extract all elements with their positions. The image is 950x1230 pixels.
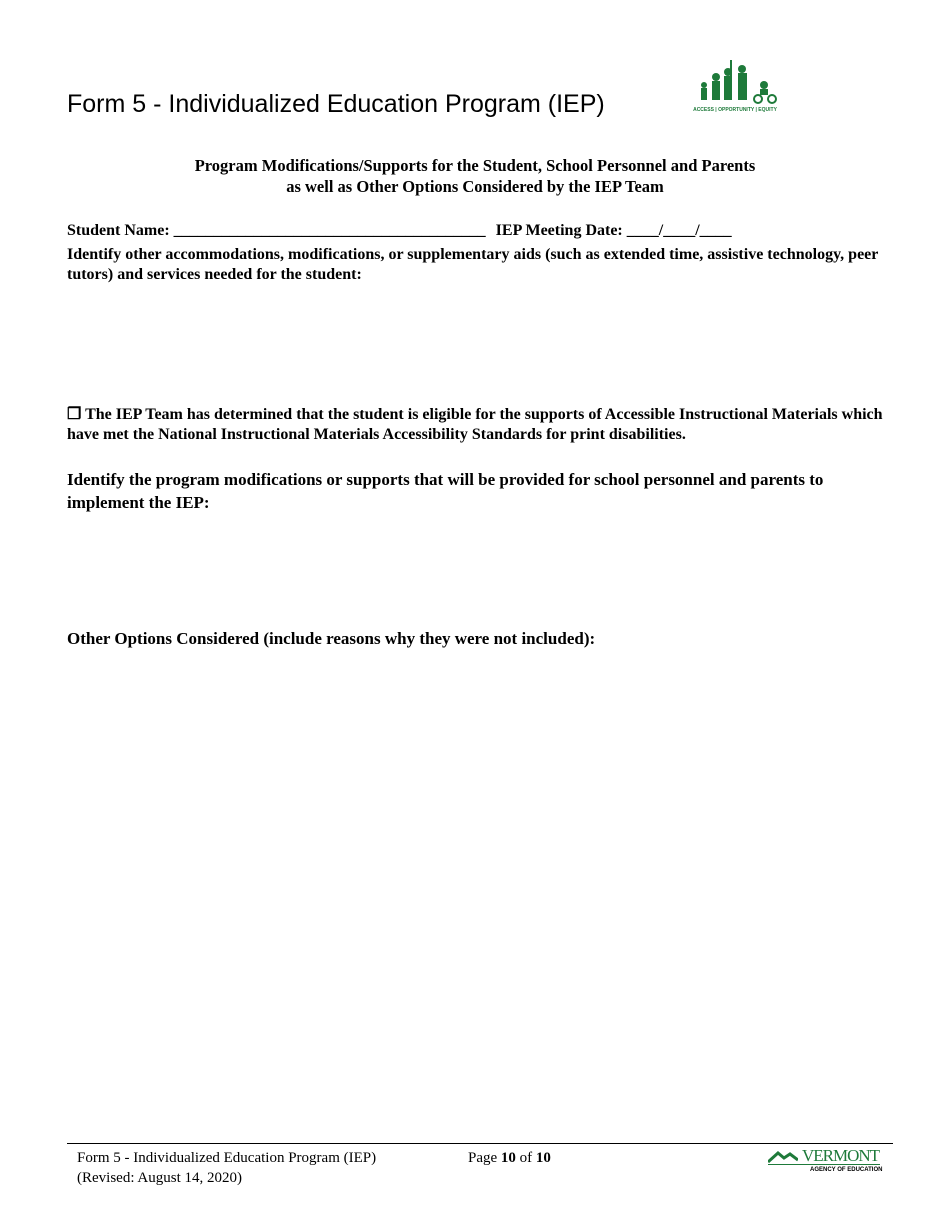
page-title: Form 5 - Individualized Education Program (IEP) bbox=[67, 90, 605, 118]
student-name-field[interactable]: _______________________________________ bbox=[173, 222, 486, 239]
student-name-label: Student Name: bbox=[67, 222, 170, 239]
student-info-row bbox=[67, 222, 732, 240]
iep-date-label: IEP Meeting Date: bbox=[495, 222, 623, 239]
footer-divider bbox=[67, 1143, 893, 1144]
aim-checkbox[interactable]: ❐ bbox=[67, 406, 82, 423]
footer-form-name: Form 5 - Individualized Education Program (IEP) bbox=[77, 1150, 377, 1166]
accommodations-prompt: Identify other accommodations, modifications, or supplementary aids (such as extended time, assistive technology, peer tutors) and services needed for the student: bbox=[67, 246, 879, 283]
page-of: of bbox=[519, 1150, 533, 1166]
section-subtitle bbox=[0, 155, 950, 197]
personnel-supports-prompt: Identify the program modifications or supports that will be provided for school personnel and parents to implement the IEP: bbox=[67, 470, 824, 512]
page-prefix: Page bbox=[468, 1150, 498, 1166]
agency-wordmark: AGENCY OF EDUCATION bbox=[810, 1167, 883, 1173]
footer-revised-date: (Revised: August 14, 2020) bbox=[77, 1170, 242, 1186]
other-options-prompt: Other Options Considered (include reasons why they were not included): bbox=[67, 629, 596, 648]
subtitle-line-1: Program Modifications/Supports for the Student, School Personnel and Parents bbox=[194, 156, 756, 175]
access-opportunity-equity-logo bbox=[680, 55, 790, 115]
iep-date-field[interactable]: ____/____/____ bbox=[626, 222, 732, 239]
subtitle-line-2: as well as Other Options Considered by the IEP Team bbox=[286, 177, 664, 196]
current-page: 10 bbox=[500, 1150, 516, 1166]
vermont-wordmark: VERMONT bbox=[802, 1146, 880, 1165]
footer-form-info bbox=[77, 1148, 376, 1188]
aim-statement bbox=[67, 405, 897, 445]
aim-text: The IEP Team has determined that the student is eligible for the supports of Accessible Instructional Materials which have met the National Instructional Materials Accessibility Standards for print disabilities. bbox=[67, 406, 883, 443]
svg-text:ACCESS | OPPORTUNITY | EQUITY: ACCESS | OPPORTUNITY | EQUITY bbox=[693, 107, 777, 113]
vermont-aoe-logo bbox=[768, 1146, 883, 1178]
total-pages: 10 bbox=[535, 1150, 551, 1166]
page-number bbox=[468, 1148, 551, 1168]
mountain-icon bbox=[768, 1148, 798, 1164]
